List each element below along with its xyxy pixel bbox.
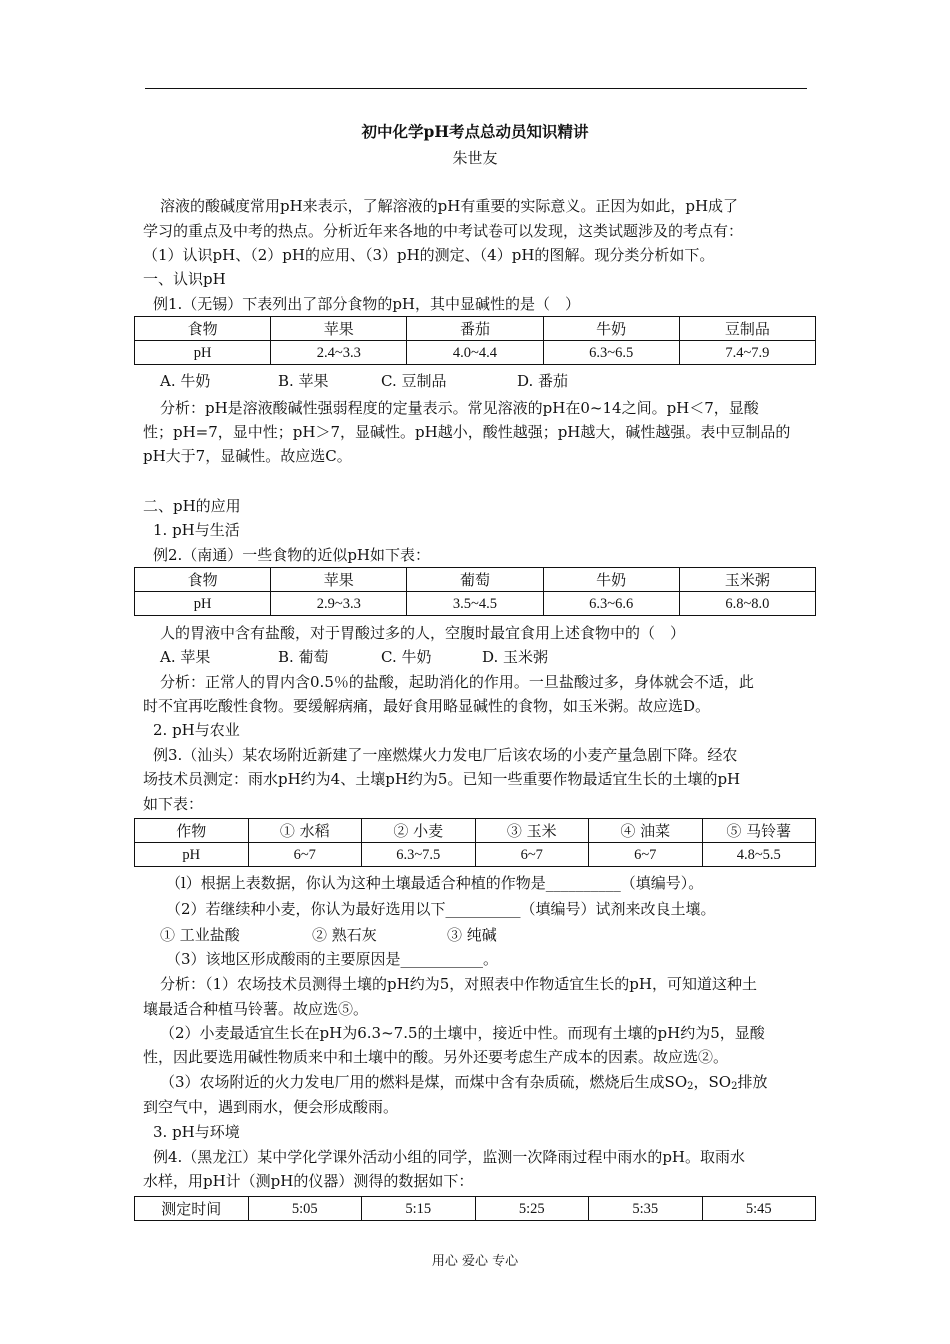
option: D. 番茄 (517, 372, 569, 390)
option: B. 葡萄 (278, 648, 329, 666)
reagent-option: ② 熟石灰 (312, 926, 377, 944)
reagent-option: ③ 纯碱 (447, 926, 497, 944)
table-cell: 6~7 (475, 843, 589, 867)
table-cell: 牛奶 (543, 317, 679, 341)
option: D. 玉米粥 (482, 648, 549, 666)
table-cell: pH (135, 341, 271, 365)
table-cell: 食物 (135, 568, 271, 592)
option: C. 豆制品 (381, 372, 447, 390)
reagent-option: ① 工业盐酸 (160, 926, 240, 944)
subscript: 2 (731, 1081, 738, 1092)
subsection-heading: 3. pH与环境 (153, 1123, 240, 1141)
question-3-2: （2）若继续种小麦，你认为最好选用以下__________（填编号）试剂来改良土壤。 (166, 900, 716, 918)
analysis-line: pH大于7，显碱性。故应选C。 (143, 447, 352, 465)
example-4: 例4.（黑龙江）某中学化学课外活动小组的同学，监测一次降雨过程中雨水的pH。取雨水 (153, 1148, 745, 1166)
analysis-line: 到空气中，遇到雨水，便会形成酸雨。 (143, 1098, 399, 1116)
section-heading: 一、认识pH (143, 270, 226, 288)
analysis-text: 排放 (737, 1073, 768, 1091)
question-2: 人的胃液中含有盐酸，对于胃酸过多的人，空腹时最宜食用上述食物中的（ ） (160, 624, 686, 642)
table-cell: 5:45 (702, 1197, 816, 1221)
rain-ph-table (134, 1196, 816, 1221)
food-ph-table-1 (134, 316, 816, 365)
table-cell: 6~7 (589, 843, 703, 867)
example-3: 场技术员测定：雨水pH约为4、土壤pH约为5。已知一些重要作物最适宜生长的土壤的pH (143, 770, 741, 788)
intro-line: （1）认识pH、（2）pH的应用、（3）pH的测定、（4）pH的图解。现分类分析如下。 (143, 246, 715, 264)
table-cell: 2.9~3.3 (271, 592, 407, 616)
table-cell: 豆制品 (679, 317, 815, 341)
table-cell: 2.4~3.3 (271, 341, 407, 365)
table-cell: 5:15 (362, 1197, 476, 1221)
table-cell: 5:25 (475, 1197, 589, 1221)
table-cell: 6.3~7.5 (362, 843, 476, 867)
table-cell: 番茄 (407, 317, 543, 341)
example-3: 如下表： (143, 795, 204, 813)
example-3: 例3.（汕头）某农场附近新建了一座燃煤火力发电厂后该农场的小麦产量急剧下降。经农 (153, 746, 738, 764)
table-cell: ③ 玉米 (475, 819, 589, 843)
table-cell: 葡萄 (407, 568, 543, 592)
option: A. 苹果 (160, 648, 211, 666)
table-cell: 7.4~7.9 (679, 341, 815, 365)
intro-line: 溶液的酸碱度常用pH来表示，了解溶液的pH有重要的实际意义。正因为如此，pH成了 (160, 197, 739, 215)
analysis-line: 分析：pH是溶液酸碱性强弱程度的定量表示。常见溶液的pH在0~14之间。pH＜7，显酸 (160, 399, 759, 417)
table-cell: 牛奶 (543, 568, 679, 592)
table-cell: 4.0~4.4 (407, 341, 543, 365)
analysis-line: （2）小麦最适宜生长在pH为6.3~7.5的土壤中，接近中性。而现有土壤的pH约为5，显酸 (160, 1024, 765, 1042)
table-cell: 玉米粥 (679, 568, 815, 592)
table-cell: 5:35 (589, 1197, 703, 1221)
table-cell: pH (135, 592, 271, 616)
table-cell: 6~7 (248, 843, 362, 867)
table-cell: 苹果 (271, 568, 407, 592)
table-cell: 6.3~6.5 (543, 341, 679, 365)
table-cell: ④ 油菜 (589, 819, 703, 843)
author: 朱世友 (452, 149, 498, 167)
section-heading: 二、pH的应用 (143, 497, 241, 515)
table-cell: 3.5~4.5 (407, 592, 543, 616)
analysis-line: 壤最适合种植马铃薯。故应选⑤。 (143, 1000, 369, 1018)
intro-line: 学习的重点及中考的热点。分析近年来各地的中考试卷可以发现，这类试题涉及的考点有： (143, 222, 744, 240)
option: C. 牛奶 (381, 648, 432, 666)
analysis-line: 分析：正常人的胃内含0.5％的盐酸，起助消化的作用。一旦盐酸过多，身体就会不适，此 (160, 673, 754, 691)
food-ph-table-2 (134, 567, 816, 616)
page-footer: 用心 爱心 专心 (431, 1254, 519, 1269)
subscript: 2 (687, 1081, 694, 1092)
table-cell: 食物 (135, 317, 271, 341)
table-cell: ⑤ 马铃薯 (702, 819, 816, 843)
analysis-line (160, 1071, 767, 1098)
analysis-line: 性；pH=7，显中性；pH＞7，显碱性。pH越小，酸性越强；pH越大，碱性越强。表中豆制品的 (143, 423, 791, 441)
subsection-heading: 1. pH与生活 (153, 521, 240, 539)
example-4: 水样，用pH计（测pH的仪器）测得的数据如下： (143, 1172, 474, 1190)
analysis-text: ，SO (693, 1073, 732, 1091)
table-cell: 作物 (135, 819, 249, 843)
analysis-line: 分析：（1）农场技术员测得土壤的pH约为5，对照表中作物适宜生长的pH，可知道这种土 (160, 975, 757, 993)
table-cell: 6.8~8.0 (679, 592, 815, 616)
example-2: 例2.（南通）一些食物的近似pH如下表： (153, 546, 430, 564)
crop-ph-table (134, 818, 816, 867)
option: A. 牛奶 (160, 372, 211, 390)
analysis-line: 时不宜再吃酸性食物。要缓解病痛，最好食用略显碱性的食物，如玉米粥。故应选D。 (143, 697, 711, 715)
table-cell: pH (135, 843, 249, 867)
table-cell: ② 小麦 (362, 819, 476, 843)
table-cell: ① 水稻 (248, 819, 362, 843)
analysis-line: 性，因此要选用碱性物质来中和土壤中的酸。另外还要考虑生产成本的因素。故应选②。 (143, 1048, 729, 1066)
subsection-heading: 2. pH与农业 (153, 721, 240, 739)
table-cell: 测定时间 (135, 1197, 249, 1221)
header-rule (145, 88, 807, 89)
option: B. 苹果 (278, 372, 329, 390)
table-cell: 4.8~5.5 (702, 843, 816, 867)
table-cell: 5:05 (248, 1197, 362, 1221)
question-3-1: （l）根据上表数据，你认为这种土壤最适合种植的作物是__________（填编号）。 (166, 874, 704, 892)
example-1: 例1.（无锡）下表列出了部分食物的pH，其中显碱性的是（ ） (153, 295, 580, 313)
table-cell: 苹果 (271, 317, 407, 341)
page-title: 初中化学pH考点总动员知识精讲 (361, 122, 589, 141)
question-3-3: （3）该地区形成酸雨的主要原因是___________。 (166, 950, 499, 968)
table-cell: 6.3~6.6 (543, 592, 679, 616)
analysis-text: （3）农场附近的火力发电厂用的燃料是煤，而煤中含有杂质硫，燃烧后生成SO (160, 1073, 688, 1091)
